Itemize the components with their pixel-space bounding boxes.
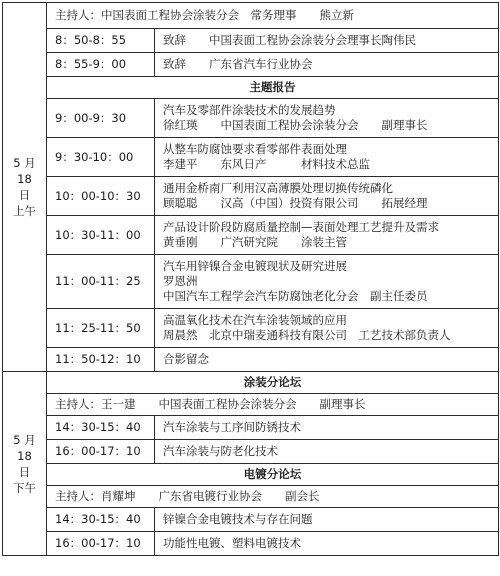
- table-row: [3, 53, 499, 77]
- session-cell: [155, 309, 499, 348]
- session-line: 合影留念: [163, 352, 209, 366]
- time-cell-text: 16：00-17：10: [55, 444, 141, 458]
- table-row: [3, 138, 499, 177]
- table-row: [3, 29, 499, 53]
- row-forum1-host: [3, 394, 499, 416]
- time-cell-text: 9：30-10：00: [55, 149, 134, 164]
- row-forum2-host: [3, 486, 499, 508]
- time-cell-text: 14：30-15：40: [55, 420, 141, 434]
- session-cell: [155, 53, 499, 77]
- row-host-morning: [3, 3, 499, 29]
- session-line: 汽车涂装与工序间防锈技术: [163, 420, 301, 434]
- table-row: [3, 532, 499, 556]
- morning-side-cell-label: [11, 155, 38, 219]
- forum2-title-cell-text: 电镀分论坛: [243, 467, 302, 481]
- forum1-title-cell: [47, 372, 499, 394]
- row-forum1-title: [3, 372, 499, 394]
- time-cell: [47, 29, 155, 53]
- session-line: 通用金桥南厂利用汉高薄膜处理切换传统磷化: [163, 181, 393, 195]
- time-cell-text: 9：00-9：30: [55, 110, 127, 125]
- table-row: [3, 348, 499, 372]
- time-cell-text: 8：50-8：55: [55, 33, 127, 47]
- session-line: 汽车用锌镍合金电镀现状及研究进展: [163, 259, 347, 273]
- table-row: [3, 216, 499, 255]
- row-forum2-title: [3, 464, 499, 486]
- session-cell: [155, 29, 499, 53]
- section-title-cell-text: 主题报告: [249, 80, 296, 94]
- session-line: 功能性电镀、塑料电镀技术: [163, 536, 301, 550]
- time-cell: [47, 348, 155, 372]
- session-line: 徐红瑛 中国表面工程协会涂装分会 副理事长: [163, 118, 428, 132]
- table-row: [3, 440, 499, 464]
- time-cell-text: 10：30-11：00: [55, 227, 141, 242]
- time-cell: [47, 508, 155, 532]
- time-cell: [47, 416, 155, 440]
- forum2-host-cell: [47, 486, 499, 508]
- time-cell: [47, 53, 155, 77]
- forum2-host-cell-text: 主持人：肖耀坤 广东省电镀行业协会 副会长: [55, 489, 320, 503]
- session-line: 黄垂刚 广汽研究院 涂装主管: [163, 235, 347, 249]
- session-cell: [155, 416, 499, 440]
- session-cell: [155, 216, 499, 255]
- session-line: 顾聪聪 汉高（中国）投资有限公司 拓展经理: [163, 196, 428, 210]
- session-line: 罗恩洲: [163, 274, 198, 288]
- session-cell: [155, 532, 499, 556]
- session-cell: [155, 138, 499, 177]
- session-cell: [155, 508, 499, 532]
- session-line: 产品设计阶段防腐质量控制—表面处理工艺提升及需求: [163, 220, 439, 234]
- session-line: 高温氧化技术在汽车涂装领域的应用: [163, 313, 347, 327]
- session-line: 致辞 中国表面工程协会涂装分会理事长陶伟民: [163, 33, 416, 47]
- table-row: [3, 508, 499, 532]
- forum1-host-cell: [47, 394, 499, 416]
- session-line: 锌镍合金电镀技术与存在问题: [163, 512, 313, 526]
- session-cell: [155, 99, 499, 138]
- date-text: 5 月 18 日: [13, 432, 36, 479]
- time-cell: [47, 216, 155, 255]
- table-row: [3, 416, 499, 440]
- session-cell: [155, 177, 499, 216]
- time-cell: [47, 255, 155, 309]
- time-cell: [47, 532, 155, 556]
- forum1-host-cell-text: 主持人：王一建 中国表面工程协会涂装分会 副理事长: [55, 397, 366, 411]
- section-title-cell: [47, 77, 499, 99]
- schedule-sheet: [2, 2, 498, 572]
- time-cell-text: 10：00-10：30: [55, 188, 141, 203]
- time-cell: [47, 138, 155, 177]
- session-line: 从整车防腐蚀要求看零部件表面处理: [163, 142, 347, 156]
- session-cell: [155, 255, 499, 309]
- session-cell: [155, 440, 499, 464]
- session-line: 汽车及零部件涂装技术的发展趋势: [163, 103, 336, 117]
- session-line: 中国汽车工程学会汽车防腐蚀老化分会 副主任委员: [163, 289, 428, 303]
- schedule-table: [2, 2, 499, 556]
- afternoon-side-cell: [3, 372, 47, 556]
- time-cell-text: 11：50-12：10: [55, 352, 141, 366]
- table-row: [3, 255, 499, 309]
- time-cell: [47, 99, 155, 138]
- morning-side-cell: [3, 3, 47, 372]
- session-line: 李建平 东风日产 材料技术总监: [163, 157, 370, 171]
- half-day-text: 下午: [13, 480, 36, 495]
- session-line: 汽车涂装与防老化技术: [163, 444, 278, 458]
- time-cell-text: 14：30-15：40: [55, 512, 141, 526]
- table-row: [3, 177, 499, 216]
- table-row: [3, 99, 499, 138]
- session-line: 周晨然 北京中瑞麦通科技有限公司 工艺技术部负责人: [163, 328, 451, 342]
- table-row: [3, 309, 499, 348]
- half-day-text: 上午: [13, 204, 36, 218]
- afternoon-side-cell-label: [11, 432, 38, 496]
- time-cell-text: 11：00-11：25: [55, 274, 141, 288]
- row-section-title: [3, 77, 499, 99]
- session-line: 致辞 广东省汽车行业协会: [163, 57, 313, 71]
- session-cell: [155, 348, 499, 372]
- time-cell: [47, 309, 155, 348]
- time-cell: [47, 440, 155, 464]
- date-text: 5 月 18 日: [13, 156, 36, 202]
- forum1-title-cell-text: 涂装分论坛: [243, 375, 302, 389]
- forum2-title-cell: [47, 464, 499, 486]
- time-cell: [47, 177, 155, 216]
- time-cell-text: 16：00-17：10: [55, 536, 141, 550]
- time-cell-text: 11：25-11：50: [55, 320, 141, 335]
- morning-host-cell: [47, 3, 499, 29]
- time-cell-text: 8：55-9：00: [55, 57, 127, 71]
- morning-host-cell-text: 主持人：中国表面工程协会涂装分会 常务理事 熊立新: [55, 8, 354, 22]
